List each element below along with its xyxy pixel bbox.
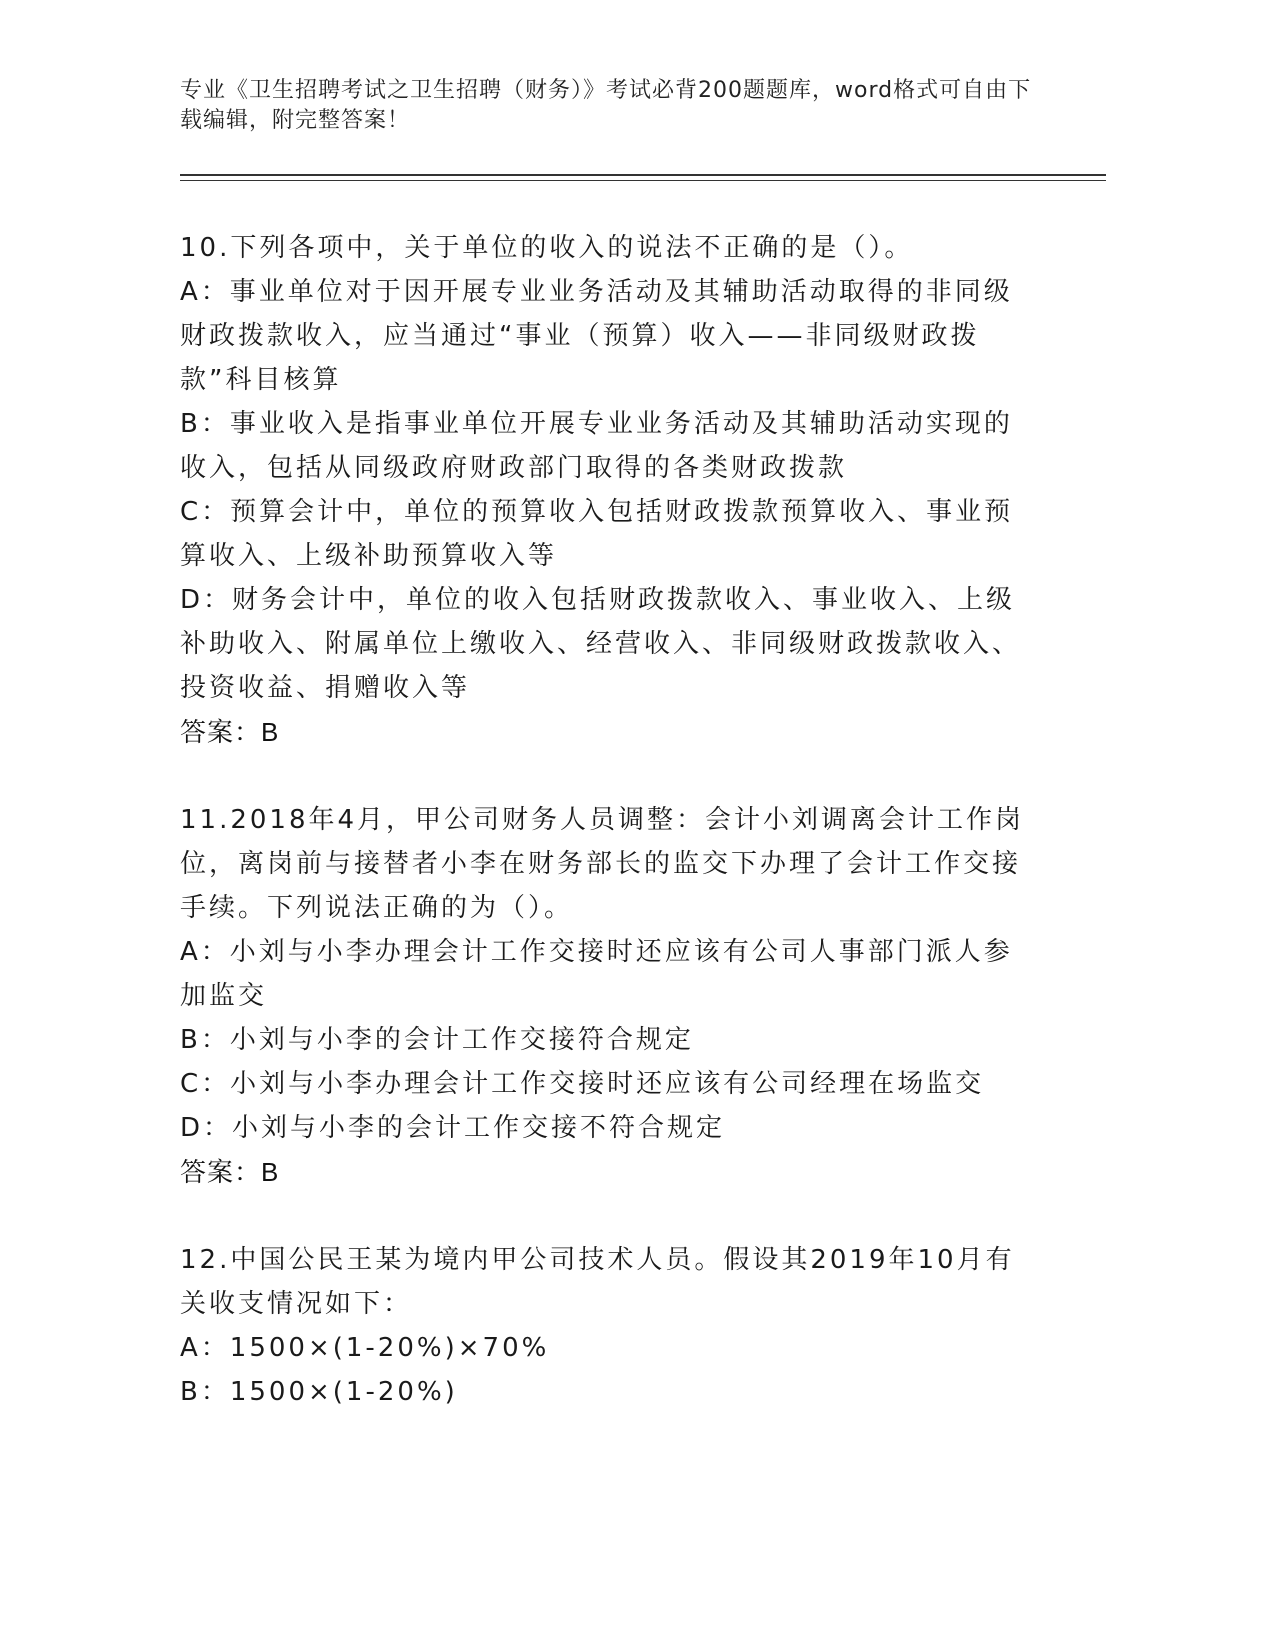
option-b: B：1500×(1-20%) [180,1377,458,1407]
question-stem: 11.2018年4月，甲公司财务人员调整：会计小刘调离会计工作岗位，离岗前与接替者小李在财务部长的监交下办理了会计工作交接手续。下列说法正确的为（）。 [180,805,1025,923]
question-stem: 12.中国公民王某为境内甲公司技术人员。假设其2019年10月有关收支情况如下： [180,1245,1015,1319]
question-12 [180,1238,1040,1414]
option-a: A：事业单位对于因开展专业业务活动及其辅助活动取得的非同级财政拨款收入，应当通过“事业（预算）收入——非同级财政拨款”科目核算 [180,277,1013,395]
option-c: C：预算会计中，单位的预算收入包括财政拨款预算收入、事业预算收入、上级补助预算收入等 [180,497,1014,571]
answer-text: 答案：B [180,717,280,747]
question-10 [180,226,1040,754]
header-divider-thin [180,180,1106,181]
option-d: D：财务会计中，单位的收入包括财政拨款收入、事业收入、上级补助收入、附属单位上缴收入、经营收入、非同级财政拨款收入、投资收益、捐赠收入等 [180,585,1022,703]
answer-text: 答案：B [180,1157,280,1187]
header-divider-thick [180,174,1106,176]
question-stem: 10.下列各项中，关于单位的收入的说法不正确的是（）。 [180,233,914,263]
option-a: A：1500×(1-20%)×70% [180,1333,550,1363]
option-a: A：小刘与小李办理会计工作交接时还应该有公司人事部门派人参加监交 [180,937,1013,1011]
option-c: C：小刘与小李办理会计工作交接时还应该有公司经理在场监交 [180,1069,985,1099]
option-d: D：小刘与小李的会计工作交接不符合规定 [180,1113,726,1143]
question-spacer [180,754,1040,798]
question-spacer [180,1194,1040,1238]
question-11 [180,798,1040,1194]
question-list [180,226,1040,1414]
option-b: B：事业收入是指事业单位开展专业业务活动及其辅助活动实现的收入，包括从同级政府财政部门取得的各类财政拨款 [180,409,1013,483]
header-text: 专业《卫生招聘考试之卫生招聘（财务）》考试必背200题题库，word格式可自由下载编辑，附完整答案！ [180,78,1032,133]
option-b: B：小刘与小李的会计工作交接符合规定 [180,1025,694,1055]
document-header [180,76,1040,136]
